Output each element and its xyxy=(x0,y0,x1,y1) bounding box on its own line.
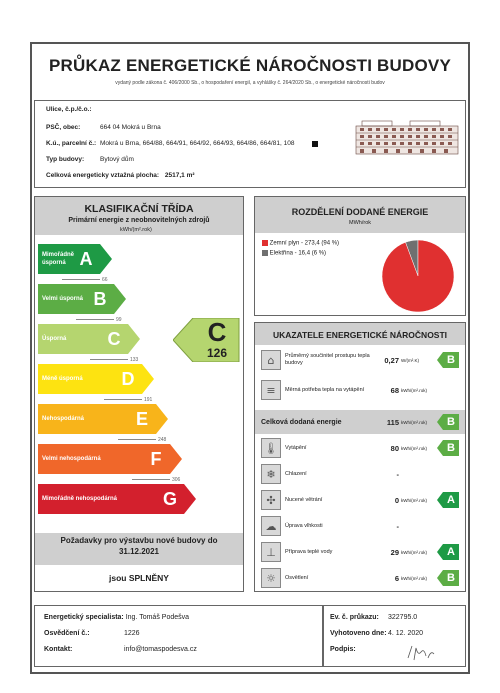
indicator-class-letter: B xyxy=(447,354,455,366)
indicator-label: Osvětlení xyxy=(285,574,309,581)
page-title: PRŮKAZ ENERGETICKÉ NÁROČNOSTI BUDOVY xyxy=(48,56,451,75)
class-limit-line xyxy=(62,279,100,280)
legend-label: Elektřina - 16,4 (6 %) xyxy=(269,250,327,257)
indicator-unit: kWh/(m².rok) xyxy=(401,445,427,451)
class-limit-value: 133 xyxy=(130,357,139,363)
bulb-icon: ☼ xyxy=(261,568,281,588)
specialist-name: Ing. Tomáš Podešva xyxy=(125,614,190,621)
ev-label: Ev. č. průkazu: xyxy=(330,614,379,621)
indicator-value: 0,27 xyxy=(384,355,399,365)
indicator-unit: kWh/(m².rok) xyxy=(401,387,427,393)
legend-label: Zemní plyn - 273,4 (94 %) xyxy=(269,240,340,247)
date-label: Vyhotoveno dne: xyxy=(330,630,387,637)
indicator-value: - xyxy=(396,469,399,479)
indicator-unit: kWh/(m².rok) xyxy=(401,575,427,581)
building-row-area: Celková energeticky vztažná plocha: 2517,1 m² xyxy=(46,172,195,179)
footer-divider xyxy=(322,605,324,667)
class-label: Velmi nehospodárná xyxy=(42,456,101,462)
classification-title: KLASIFIKAČNÍ TŘÍDA xyxy=(84,203,194,215)
contact-email[interactable]: info@tomaspodesva.cz xyxy=(124,646,197,653)
class-letter: F xyxy=(150,448,162,469)
indicator-class-letter: B xyxy=(447,416,455,428)
requirement-text: Požadavky pro výstavbu nové budovy do 31.12.2021 xyxy=(60,536,218,556)
indicators-title: UKAZATELE ENERGETICKÉ NÁROČNOSTI xyxy=(272,330,448,340)
ev-number: 322795.0 xyxy=(388,614,418,621)
energy-scale xyxy=(38,244,238,524)
class-label: Mimořádně úsporná xyxy=(42,252,75,266)
class-letter: A xyxy=(79,248,93,269)
class-limit-line xyxy=(132,479,170,480)
distribution-title: ROZDĚLENÍ DODANÉ ENERGIE xyxy=(291,207,429,217)
indicator-value: - xyxy=(396,521,399,531)
building-sketch xyxy=(352,118,462,158)
class-letter: E xyxy=(135,408,148,429)
page-subtitle: vydaný podle zákona č. 406/2000 Sb., o hospodaření energií, a vyhlášky č. 264/2020 Sb., o energetické náročnosti budov xyxy=(115,80,385,86)
indicator-unit: kWh/(m².rok) xyxy=(401,549,427,555)
indicator-label: Vytápění xyxy=(285,444,307,451)
class-label: Méně úsporná xyxy=(42,376,83,382)
classification-subtitle: Primární energie z neobnovitelných zdrojů xyxy=(68,217,210,224)
legend-item xyxy=(262,240,339,250)
more-parcels-icon[interactable] xyxy=(312,141,318,147)
building-row-street: Ulice, č.p./č.o.: xyxy=(46,106,92,113)
indicator-value: 68 xyxy=(390,385,399,395)
indicator-label: Úprava vlhkosti xyxy=(285,522,323,529)
class-letter: G xyxy=(162,488,177,509)
cert-label: Osvědčení č.: xyxy=(44,630,90,637)
fan-icon: ✣ xyxy=(261,490,281,510)
signature-label: Podpis: xyxy=(330,646,356,653)
class-label: Velmi úsporná xyxy=(42,296,84,302)
indicator-label: Měrná potřeba tepla na vytápění xyxy=(285,386,365,393)
class-limit-value: 191 xyxy=(144,397,153,403)
class-label: Nehospodárná xyxy=(42,416,85,422)
pie-slice-gas xyxy=(382,240,454,312)
indicator-value: 80 xyxy=(390,443,399,453)
chart-legend xyxy=(262,240,339,260)
indicator-class-letter: B xyxy=(447,572,455,584)
class-limit-line xyxy=(104,399,142,400)
classification-unit: kWh/(m².rok) xyxy=(120,227,152,233)
snowflake-icon: ❄ xyxy=(261,464,281,484)
indicator-label: Chlazení xyxy=(285,470,307,477)
legend-swatch-gas xyxy=(262,240,268,246)
faucet-icon: ⊥ xyxy=(261,542,281,562)
indicator-label: Příprava teplé vody xyxy=(285,548,333,555)
indicator-class-letter: A xyxy=(447,546,455,558)
cert-number: 1226 xyxy=(124,630,140,637)
indicator-class-letter: B xyxy=(447,442,455,454)
signature xyxy=(406,644,436,662)
building-row-type: Typ budovy: Bytový dům xyxy=(46,156,134,163)
indicator-unit: kWh/(m².rok) xyxy=(401,419,427,425)
building-row-city: PSČ, obec: 664 04 Mokrá u Brna xyxy=(46,124,161,131)
current-class-letter: C xyxy=(207,317,227,347)
class-label: Úsporná xyxy=(42,336,67,342)
class-letter: B xyxy=(93,288,107,309)
indicator-list xyxy=(255,346,465,590)
class-limit-line xyxy=(76,319,114,320)
indicator-unit: kWh/(m².rok) xyxy=(401,497,427,503)
indicator-value: 29 xyxy=(390,547,399,557)
class-limit-value: 306 xyxy=(172,477,181,483)
class-limit-line xyxy=(118,439,156,440)
house-icon: ⌂ xyxy=(261,350,281,370)
energy-pie-chart xyxy=(380,238,456,314)
indicator-value: 0 xyxy=(394,495,399,505)
distribution-unit: MWh/rok xyxy=(349,220,371,226)
legend-item xyxy=(262,250,339,260)
class-limit-value: 248 xyxy=(158,437,167,443)
indicator-label: Nucené větrání xyxy=(285,496,323,503)
issue-date: 4. 12. 2020 xyxy=(388,630,424,637)
requirement-result: jsou SPLNĚNY xyxy=(109,573,169,583)
indicator-unit: W/(m².K) xyxy=(401,357,419,363)
indicator-label: Celková dodaná energie xyxy=(261,418,342,426)
current-class-value: 126 xyxy=(206,346,228,360)
class-label: Mimořádně nehospodárná xyxy=(42,496,118,502)
class-limit-value: 66 xyxy=(102,277,108,283)
radiator-icon: ≡ xyxy=(261,380,281,400)
class-letter: D xyxy=(121,368,135,389)
indicator-class-letter: A xyxy=(447,494,455,506)
specialist-label: Energetický specialista: xyxy=(44,614,124,621)
contact-label: Kontakt: xyxy=(44,646,73,653)
building-row-parcel: K.ú., parcelní č.: Mokrá u Brna, 664/88, 664/91, 664/92, 664/93, 664/86, 664/81, 108 xyxy=(46,140,295,147)
indicator-value: 115 xyxy=(386,417,399,427)
humidity-icon: ☁ xyxy=(261,516,281,536)
indicator-value: 6 xyxy=(394,573,399,583)
class-limit-line xyxy=(90,359,128,360)
class-letter: C xyxy=(107,328,121,349)
class-limit-value: 99 xyxy=(116,317,122,323)
legend-swatch-electricity xyxy=(262,250,268,256)
thermometer-icon: 🌡 xyxy=(261,438,281,458)
indicator-label: Průměrný součinitel prostupu tepla budovy xyxy=(285,353,370,366)
